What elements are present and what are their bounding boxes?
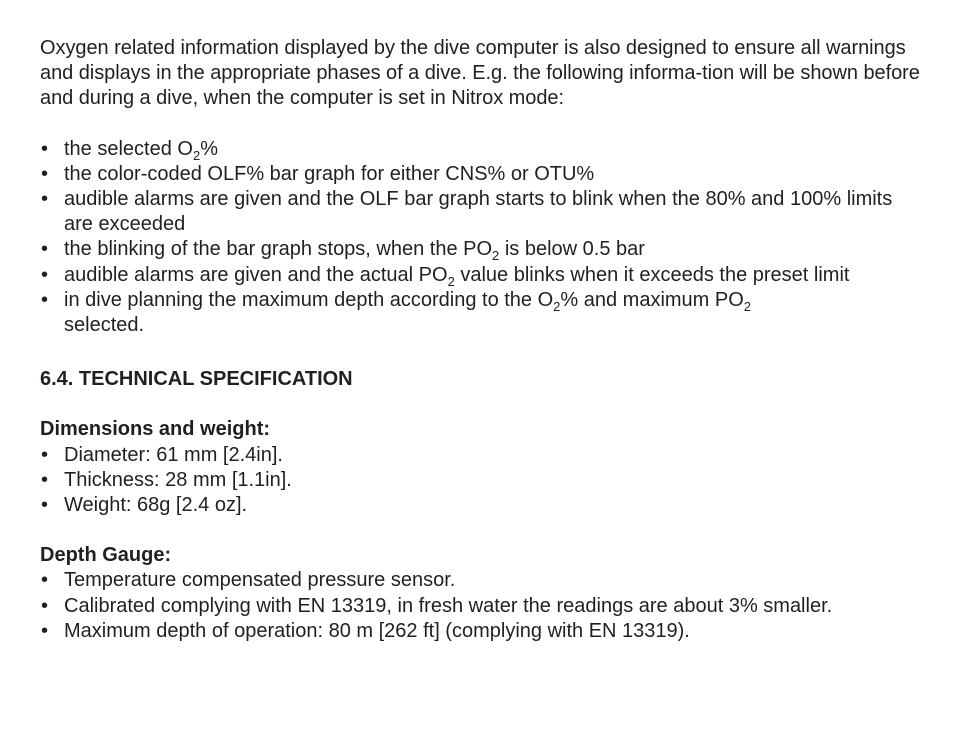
list-item: • Calibrated complying with EN 13319, in fresh water the readings are about 3% smaller. [40, 594, 920, 619]
intro-paragraph: Oxygen related information displayed by the dive computer is also designed to ensure all warnings and displays in the appropriate phases of a dive. E.g. the following informa-tion will be shown before and during a dive, when the computer is set in Nitrox mode: [40, 37, 920, 110]
list-item: • Temperature compensated pressure sensor. [40, 568, 920, 593]
spacer [40, 518, 920, 543]
dimensions-heading: Dimensions and weight: [40, 418, 271, 441]
document-page [40, 36, 920, 644]
list-item: • audible alarms are given and the OLF bar graph starts to blink when the 80% and 100% limits are exceeded [40, 187, 920, 237]
list-item: • Thickness: 28 mm [1.1in]. [40, 468, 920, 493]
list-item: • the blinking of the bar graph stops, when the $PO_2$ is below 0.5 bar [40, 237, 920, 262]
depth-gauge-list [40, 568, 920, 644]
list-item: • the selected $O_2\%$ [40, 137, 920, 162]
list-item: • the color-coded OLF% bar graph for either CNS% or OTU% [40, 162, 920, 187]
section-heading: 6.4. TECHNICAL SPECIFICATION [40, 368, 353, 391]
depth-gauge-heading: Depth Gauge: [40, 544, 172, 567]
list-item: • Maximum depth of operation: 80 m [262 ft] (complying with EN 13319). [40, 619, 920, 644]
nitrox-info-list [40, 137, 920, 339]
list-item: • Weight: 68g [2.4 oz]. [40, 493, 920, 518]
list-item: • in dive planning the maximum depth according to the $O_2\%$ and maximum $PO_2$ selected. [40, 288, 920, 338]
list-item: • audible alarms are given and the actual $PO_2$ value blinks when it exceeds the preset limit [40, 263, 920, 288]
dimensions-list [40, 443, 920, 519]
list-item: • Diameter: 61 mm [2.4in]. [40, 443, 920, 468]
